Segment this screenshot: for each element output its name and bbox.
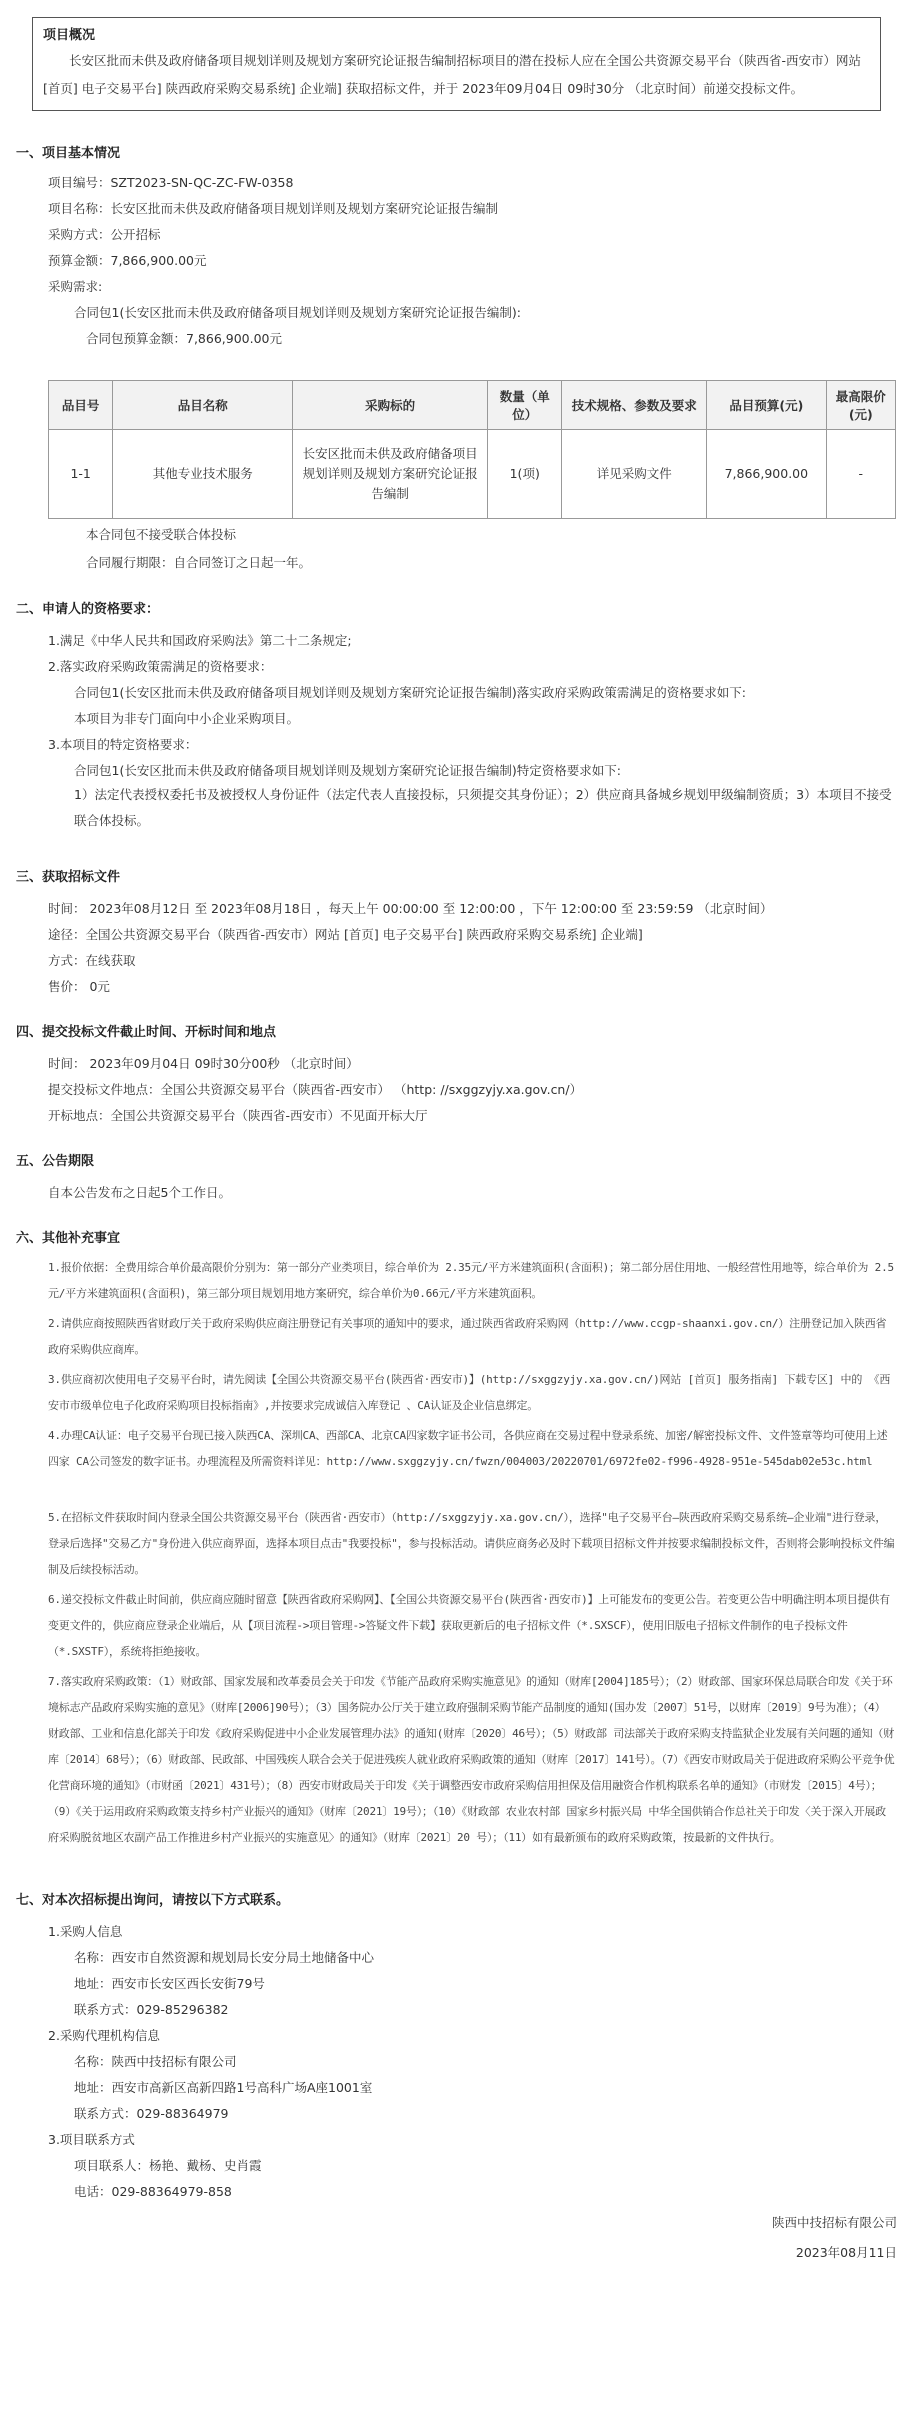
- agent-name: 名称：陕西中技招标有限公司: [74, 2054, 237, 2069]
- procurement-demand: 采购需求:: [48, 279, 103, 294]
- opening-location: 开标地点：全国公共资源交易平台（陕西省-西安市）不见面开标大厅: [48, 1108, 428, 1123]
- qualification-item-3-package: 合同包1(长安区批而未供及政府储备项目规划详则及规划方案研究论证报告编制)特定资格要求如下:: [74, 763, 621, 778]
- section2-title: 二、申请人的资格要求：: [16, 602, 160, 617]
- contact-phone: 电话：029-88364979-858: [74, 2184, 232, 2199]
- supplement-6: 6.递交投标文件截止时间前，供应商应随时留意【陕西省政府采购网】、【全国公共资源交易平台(陕西省·西安市)】上可能发布的变更公告。若变更公告中明确注明本项目提供有变更文件的，供应商应登录企业端后，从【项目流程->项目管理->答疑文件下载】获取更新后的电子招标文件（*.SXSCF），使用旧版电子招标文件制作的电子投标文件（*.SXSTF），系统将拒绝接收。: [48, 1593, 890, 1658]
- supplement-4: 4.办理CA认证：电子交易平台现已接入陕西CA、深圳CA、西部CA、北京CA四家数字证书公司，各供应商在交易过程中登录系统、加密/解密投标文件、文件签章等均可使用上述四家 CA公司签发的数字证书。办理流程及所需资料详见：http://www.sxggzyjy.cn/fwzn/004003/20220701/6972fe02-f996-4928-951e-545dab02e53c.html: [48, 1429, 888, 1468]
- supplement-5: 5.在招标文件获取时间内登录全国公共资源交易平台（陕西省·西安市）（http://sxggzyjy.xa.gov.cn/），选择"电子交易平台—陕西政府采购交易系统—企业端"进行登录，登录后选择"交易乙方"身份进入供应商界面，选择本项目点击"我要投标"，参与投标活动。请供应商务必及时下载项目招标文件并按要求编制投标文件，否则将会影响投标文件编制及后续投标活动。: [48, 1511, 895, 1576]
- agent-address: 地址：西安市高新区高新四路1号高科广场A座1001室: [74, 2080, 373, 2095]
- agent-heading: 2.采购代理机构信息: [48, 2028, 160, 2043]
- col-header: 品目号: [49, 381, 113, 430]
- procurement-method: 采购方式：公开招标: [48, 227, 161, 242]
- obtain-mode: 方式：在线获取: [48, 953, 136, 968]
- footer-org: 陕西中技招标有限公司: [771, 2215, 897, 2230]
- contract-package: 合同包1(长安区批而未供及政府储备项目规划详则及规划方案研究论证报告编制):: [74, 305, 521, 320]
- buyer-name: 名称：西安市自然资源和规划局长安分局土地储备中心: [74, 1950, 375, 1965]
- table-cell: 长安区批而未供及政府储备项目规划详则及规划方案研究论证报告编制: [293, 430, 488, 519]
- col-header: 品目预算(元): [707, 381, 827, 430]
- agent-phone: 联系方式：029-88364979: [74, 2106, 229, 2121]
- budget-amount: 预算金额：7,866,900.00元: [48, 253, 207, 268]
- table-cell: -: [826, 430, 895, 519]
- submit-location: 提交投标文件地点：全国公共资源交易平台（陕西省-西安市） （http: //sxggzyjy.xa.gov.cn/）: [48, 1082, 583, 1097]
- package-budget: 合同包预算金额：7,866,900.00元: [86, 331, 282, 346]
- no-consortium-note: 本合同包不接受联合体投标: [86, 527, 237, 542]
- supplement-3: 3.供应商初次使用电子交易平台时，请先阅读【全国公共资源交易平台(陕西省·西安市)】(http://sxggzyjy.xa.gov.cn/)网站 [首页] 服务指南] 下载专区] 中的 《西安市市级单位电子化政府采购项目投标指南》,并按要求完成诚信入库登记 、CA认证及企业信息绑定。: [48, 1373, 891, 1412]
- supplement-7: 7.落实政府采购政策：（1）财政部、国家发展和改革委员会关于印发《节能产品政府采购实施意见》的通知（财库[2004]185号）；（2）财政部、国家环保总局联合印发《关于环境标志产品政府采购实施的意见》（财库[2006]90号）；（3）国务院办公厅关于建立政府强制采购节能产品制度的通知(国办发〔2007〕51号，以财库〔2019〕9号为准）；（4）财政部、工业和信息化部关于印发《政府采购促进中小企业发展管理办法》的通知(财库〔2020〕46号）；（5）财政部 司法部关于政府采购支持监狱企业发展有关问题的通知（财库〔2014〕68号）；（6）财政部、民政部、中国残疾人联合会关于促进残疾人就业政府采购政策的通知（财库〔2017〕141号）。（7）《西安市财政局关于促进政府采购公平竞争优化营商环境的通知》（市财函〔2021〕431号）；（8）西安市财政局关于印发《关于调整西安市政府采购信用担保及信用融资合作机构联系名单的通知》（市财发〔2015〕4号）；（9）《关于运用政府采购政策支持乡村产业振兴的通知》（财库〔2021〕19号）；（10）《财政部 农业农村部 国家乡村振兴局 中华全国供销合作总社关于印发〈关于深入开展政府采购脱贫地区农副产品工作推进乡村产业振兴的实施意见〉的通知》（财库〔2021〕20 号）；（11）如有最新颁布的政府采购政策，按最新的文件执行。: [48, 1675, 895, 1844]
- col-header: 品目名称: [113, 381, 293, 430]
- notice-period: 自本公告发布之日起5个工作日。: [48, 1185, 231, 1200]
- project-overview-box: [32, 17, 881, 111]
- supplement-1: 1.报价依据：全费用综合单价最高限价分别为：第一部分产业类项目，综合单价为 2.35元/平方米建筑面积(含面积)；第二部分居住用地、一般经营性用地等，综合单价为 2.5元/平方米建筑面积(含面积)，第三部分项目规划用地方案研究，综合单价为0.66元/平方米建筑面积。: [48, 1261, 894, 1300]
- obtain-time: 时间： 2023年08月12日 至 2023年08月18日 ，每天上午 00:00:00 至 12:00:00 ，下午 12:00:00 至 23:59:59 （北京时间）: [48, 901, 773, 916]
- section6-title: 六、其他补充事宜: [16, 1231, 121, 1246]
- contract-period: 合同履行期限：自合同签订之日起一年。: [86, 555, 312, 570]
- buyer-address: 地址：西安市长安区西长安街79号: [74, 1976, 265, 1991]
- items-table: [48, 380, 896, 519]
- overview-title: 项目概况: [43, 28, 96, 43]
- table-cell: 7,866,900.00: [707, 430, 827, 519]
- col-header: 采购标的: [293, 381, 488, 430]
- project-no: 项目编号：SZT2023-SN-QC-ZC-FW-0358: [48, 175, 294, 190]
- contact-heading: 3.项目联系方式: [48, 2132, 135, 2147]
- table-cell: 详见采购文件: [562, 430, 707, 519]
- section1-title: 一、项目基本情况: [16, 146, 121, 161]
- buyer-heading: 1.采购人信息: [48, 1924, 123, 1939]
- supplement-2: 2.请供应商按照陕西省财政厅关于政府采购供应商注册登记有关事项的通知中的要求，通过陕西省政府采购网（http://www.ccgp-shaanxi.gov.cn/）注册登记加入陕西省政府采购供应商库。: [48, 1317, 887, 1356]
- table-row: [49, 430, 896, 519]
- overview-text: 长安区批而未供及政府储备项目规划详则及规划方案研究论证报告编制招标项目的潜在投标人应在全国公共资源交易平台（陕西省-西安市）网站 [首页] 电子交易平台] 陕西政府采购交易系统] 企业端] 获取招标文件，并于 2023年09月04日 09时30分 （北京时间）前递交投标文件。: [43, 53, 862, 96]
- section4-title: 四、提交投标文件截止时间、开标时间和地点: [16, 1025, 277, 1040]
- footer-date: 2023年08月11日: [795, 2245, 897, 2260]
- table-header-row: [49, 381, 896, 430]
- project-name: 项目名称：长安区批而未供及政府储备项目规划详则及规划方案研究论证报告编制: [48, 201, 499, 216]
- qualification-item-2-text: 本项目为非专门面向中小企业采购项目。: [74, 711, 300, 726]
- qualification-item-3: 3.本项目的特定资格要求：: [48, 737, 198, 752]
- col-header: 技术规格、参数及要求: [562, 381, 707, 430]
- obtain-price: 售价： 0元: [48, 979, 110, 994]
- qualification-item-2-package: 合同包1(长安区批而未供及政府储备项目规划详则及规划方案研究论证报告编制)落实政府采购政策需满足的资格要求如下:: [74, 685, 746, 700]
- table-cell: 1(项): [488, 430, 562, 519]
- deadline-time: 时间： 2023年09月04日 09时30分00秒 （北京时间）: [48, 1056, 359, 1071]
- table-cell: 其他专业技术服务: [113, 430, 293, 519]
- section7-title: 七、对本次招标提出询问，请按以下方式联系。: [16, 1893, 290, 1908]
- section5-title: 五、公告期限: [16, 1154, 95, 1169]
- buyer-phone: 联系方式：029-85296382: [74, 2002, 229, 2017]
- qualification-item-2: 2.落实政府采购政策需满足的资格要求：: [48, 659, 273, 674]
- obtain-way: 途径：全国公共资源交易平台（陕西省-西安市）网站 [首页] 电子交易平台] 陕西政府采购交易系统] 企业端]: [48, 927, 643, 942]
- section3-title: 三、获取招标文件: [16, 870, 121, 885]
- qualification-item-1: 1.满足《中华人民共和国政府采购法》第二十二条规定;: [48, 633, 352, 648]
- col-header: 数量（单位）: [488, 381, 562, 430]
- qualification-item-3-text: 1）法定代表授权委托书及被授权人身份证件（法定代表人直接投标，只须提交其身份证）；2）供应商具备城乡规划甲级编制资质；3）本项目不接受联合体投标。: [74, 787, 892, 828]
- table-cell: 1-1: [49, 430, 113, 519]
- contact-people: 项目联系人：杨艳、戴杨、史肖霞: [74, 2158, 262, 2173]
- col-header: 最高限价(元): [826, 381, 895, 430]
